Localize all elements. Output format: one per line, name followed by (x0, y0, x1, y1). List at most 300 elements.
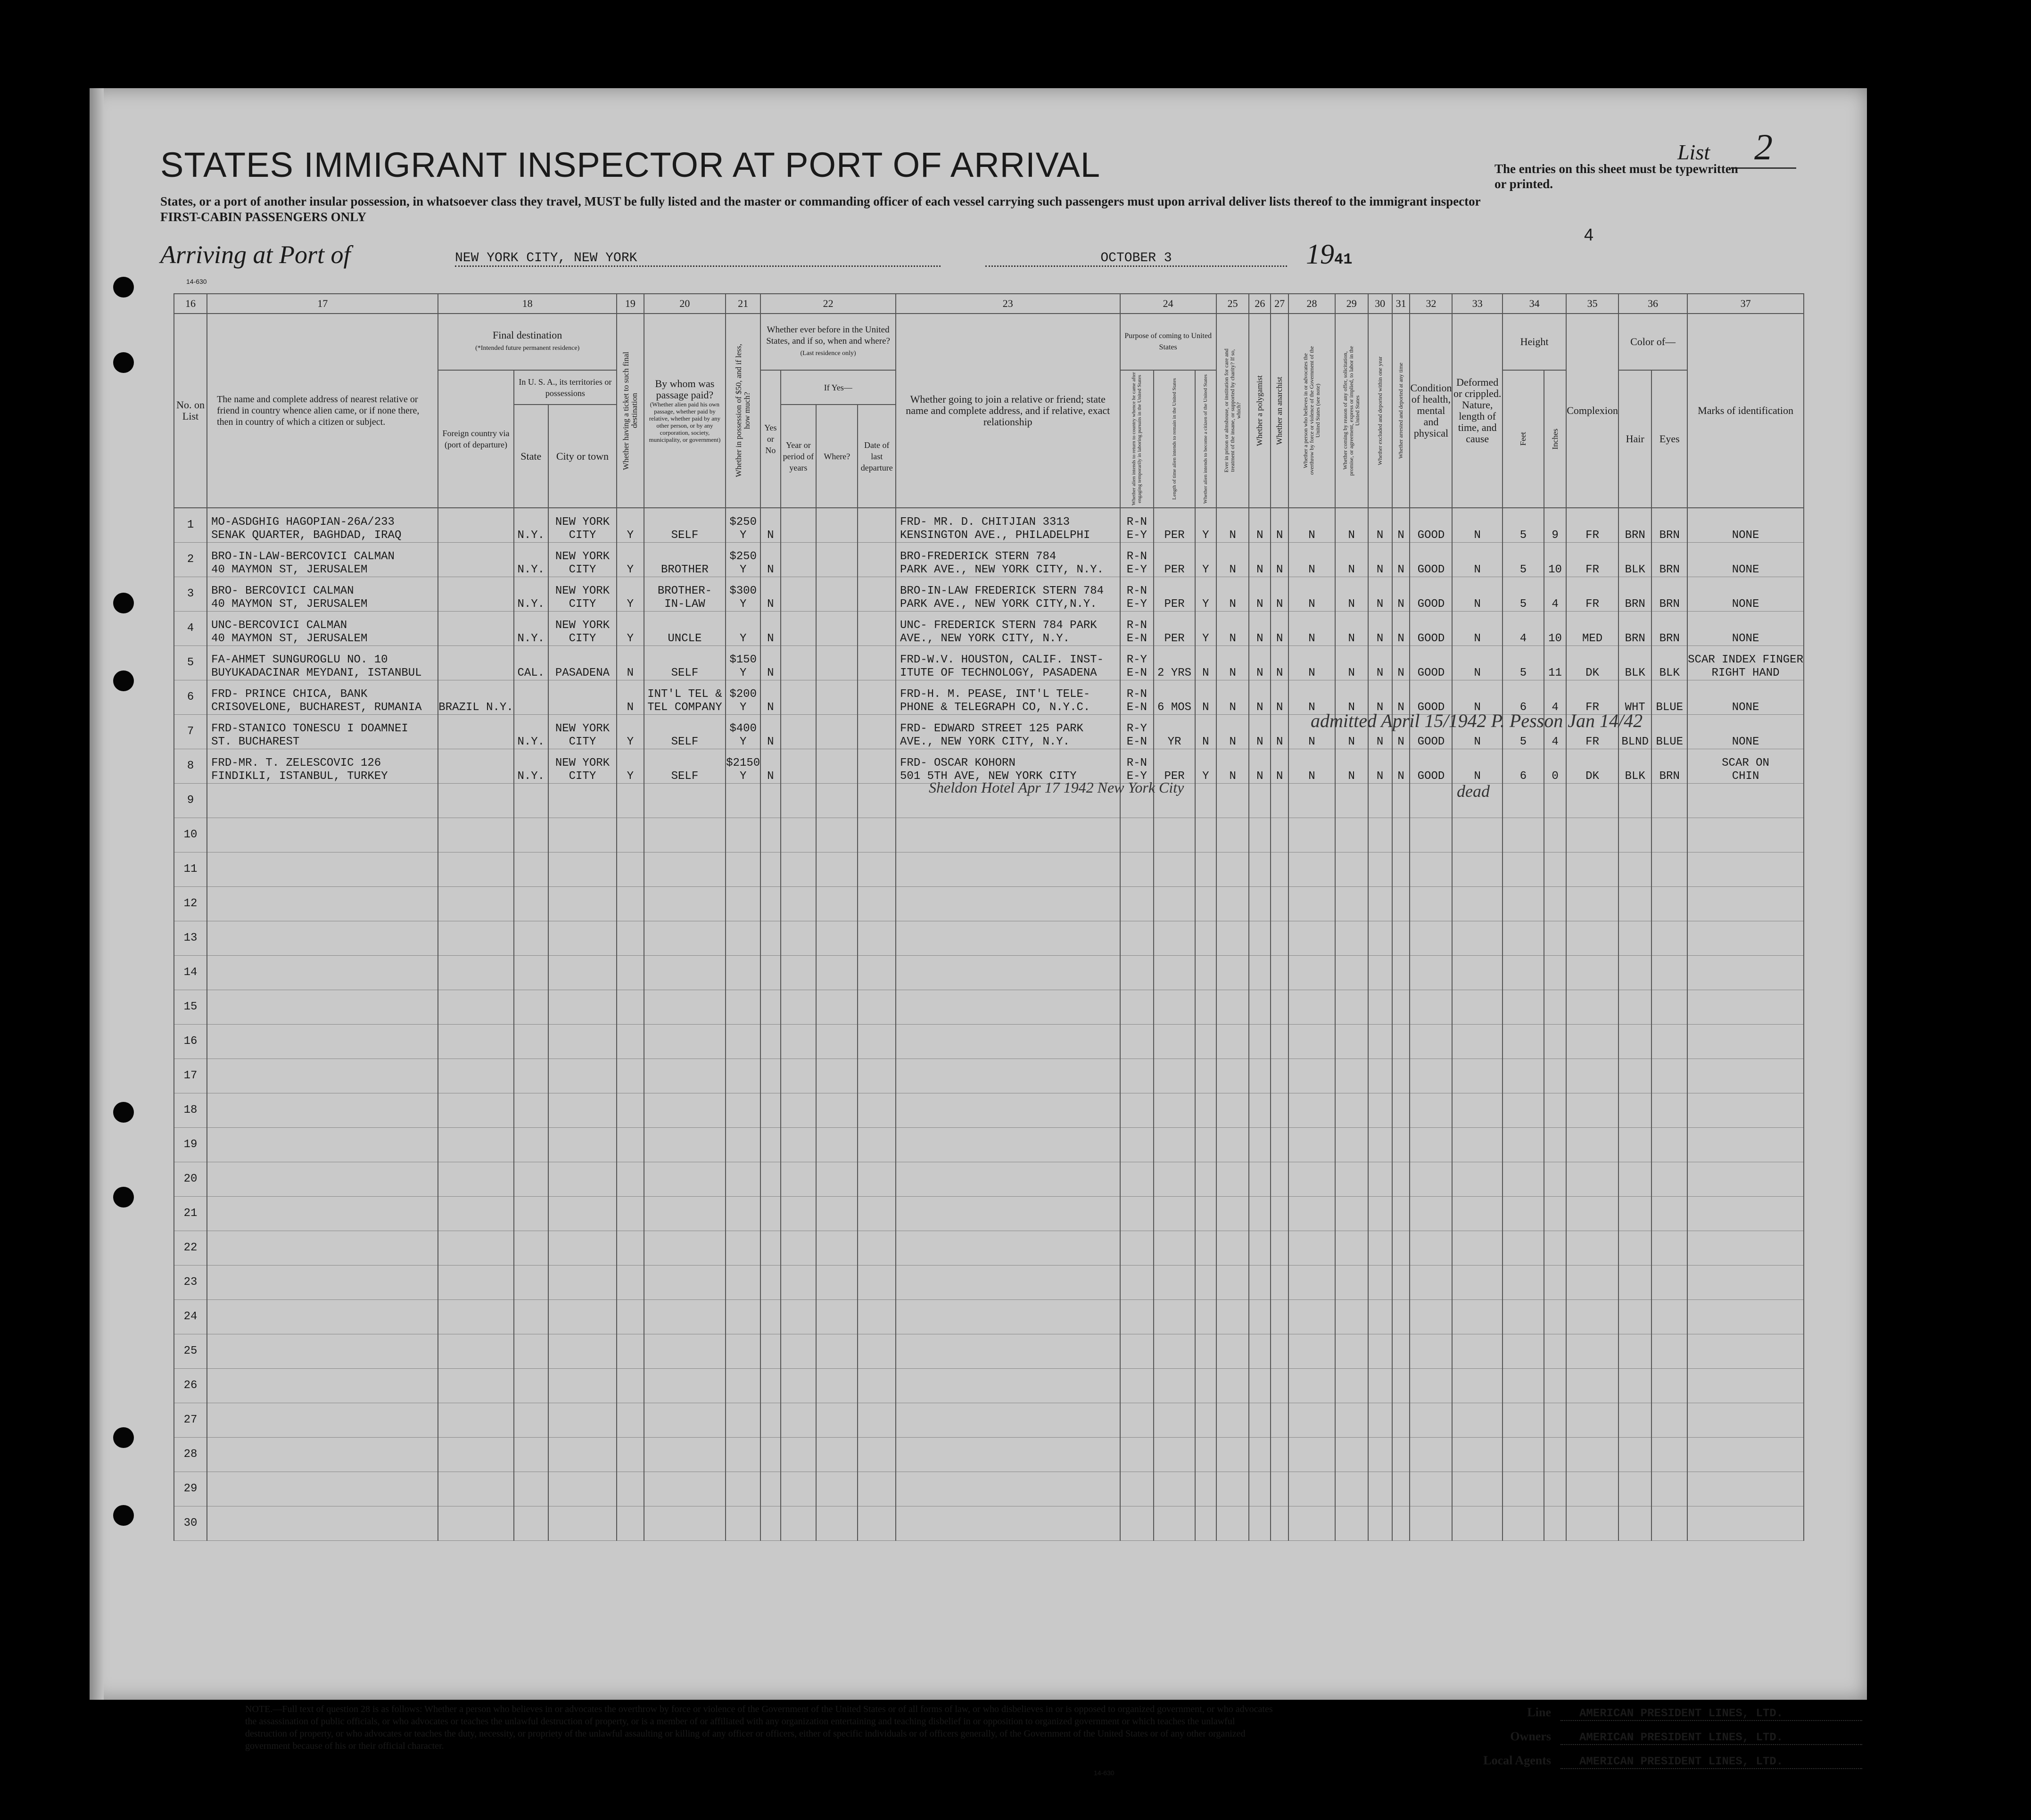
row-number: 26 (174, 1369, 207, 1403)
header-arrested (1392, 314, 1410, 508)
cell-line: SELF (671, 736, 699, 748)
complexion-cell (1566, 1266, 1618, 1300)
before-date-cell (858, 1231, 896, 1266)
anarchist-cell: N (1271, 680, 1288, 715)
relative-cell (207, 612, 438, 646)
foreign-country-cell (438, 1128, 513, 1162)
before-in-us-cell: N (760, 680, 780, 715)
cell-line: SCAR ON (1722, 757, 1769, 769)
header-final-destination (438, 314, 617, 370)
purpose-return-cell (1120, 646, 1154, 680)
inches-cell (1544, 784, 1566, 818)
before-year-cell (781, 1128, 817, 1162)
before-where-cell (816, 818, 858, 852)
relative-cell (207, 1266, 438, 1300)
polygamist-cell: N (1249, 680, 1271, 715)
complexion-cell (1566, 1197, 1618, 1231)
passage-paid-cell (644, 852, 726, 887)
purpose-citizen-cell (1195, 1403, 1216, 1438)
excluded-cell (1368, 1025, 1392, 1059)
purpose-length-cell (1154, 1334, 1195, 1369)
before-year-cell (781, 1197, 817, 1231)
before-year-cell (781, 784, 817, 818)
polygamist-cell (1249, 784, 1271, 818)
cell-line: $300 (729, 585, 757, 597)
col-number: 34 (1503, 294, 1566, 314)
header-if-yes: If Yes— (781, 370, 896, 405)
passage-paid-cell (644, 1231, 726, 1266)
arrested-cell: N (1392, 577, 1410, 612)
ticket-cell: Y (617, 508, 644, 543)
relative-cell (207, 1197, 438, 1231)
before-year-cell (781, 646, 817, 680)
year-suffix: 41 (1334, 251, 1353, 268)
purpose-length-cell (1154, 921, 1195, 956)
labor-offer-cell (1335, 1197, 1368, 1231)
health-cell (1410, 1128, 1452, 1162)
table-row (174, 1231, 1866, 1266)
state-cell: N.Y. (514, 577, 548, 612)
feet-cell (1503, 852, 1544, 887)
purpose-citizen-cell (1195, 990, 1216, 1025)
marks-cell (1687, 1059, 1804, 1093)
cell-line (644, 619, 725, 632)
relative-cell (207, 749, 438, 784)
cell-line: SELF (671, 667, 699, 679)
possession-label: Whether in possession of $50, and if less, how much? (734, 344, 752, 478)
hair-cell (1618, 1025, 1651, 1059)
cell-line: FRD-STANICO TONESCU I DOAMNEI (211, 722, 408, 735)
header-possession-50 (726, 314, 760, 508)
city-cell (548, 1403, 617, 1438)
ticket-cell (617, 1162, 644, 1197)
health-cell (1410, 1093, 1452, 1128)
labor-offer-cell (1335, 1300, 1368, 1334)
hair-cell: BRN (1618, 612, 1651, 646)
cell-line: E-N (1126, 632, 1147, 645)
purpose-length-cell (1154, 1472, 1195, 1506)
cell-line: Y (739, 736, 747, 748)
excluded-cell: N (1368, 715, 1392, 749)
table-row (174, 1059, 1866, 1093)
arrested-cell (1392, 1472, 1410, 1506)
cell-line: SELF (671, 770, 699, 783)
before-date-cell (858, 990, 896, 1025)
deformed-cell: N (1452, 543, 1502, 577)
inches-cell (1544, 1231, 1566, 1266)
feet-cell (1503, 1128, 1544, 1162)
before-year-cell (781, 1403, 817, 1438)
row-number: 9 (174, 784, 207, 818)
anarchist-cell: N (1271, 749, 1288, 784)
cell-line (1688, 585, 1803, 598)
state-cell (514, 1231, 548, 1266)
cell-line: FRD- MR. D. CHITJIAN 3313 (900, 516, 1070, 529)
header-marks: Marks of identification (1687, 314, 1804, 508)
cell-line: AVE., NEW YORK CITY, N.Y. (900, 632, 1070, 645)
feet-cell (1503, 1025, 1544, 1059)
labor-offer-cell (1335, 1472, 1368, 1506)
cell-line: R-N (1126, 585, 1147, 597)
labor-offer-cell (1335, 921, 1368, 956)
state-cell: N.Y. (514, 612, 548, 646)
foreign-country-cell (438, 1334, 513, 1369)
before-year-cell (781, 508, 817, 543)
purpose-return-cell (1120, 1438, 1154, 1472)
ticket-cell (617, 1231, 644, 1266)
polygamist-cell (1249, 818, 1271, 852)
relative-cell (207, 1438, 438, 1472)
before-date-cell (858, 715, 896, 749)
overthrow-cell (1288, 818, 1335, 852)
cell-line: BRO- BERCOVICI CALMAN (211, 585, 354, 597)
joining-cell (896, 749, 1120, 784)
purpose-length-cell (1154, 1025, 1195, 1059)
deformed-cell (1452, 1334, 1502, 1369)
before-date-cell (858, 1025, 896, 1059)
inches-cell (1544, 1506, 1566, 1541)
marks-cell (1687, 715, 1804, 749)
foreign-country-cell (438, 612, 513, 646)
relative-cell (207, 1025, 438, 1059)
foreign-country-cell (438, 1506, 513, 1541)
before-in-us-cell (760, 956, 780, 990)
purpose-return-cell (1120, 680, 1154, 715)
hair-cell: BLND (1618, 715, 1651, 749)
polygamist-cell (1249, 1506, 1271, 1541)
before-year-cell (781, 1506, 817, 1541)
prison-cell (1216, 956, 1249, 990)
cell-line: E-N (1126, 667, 1147, 679)
joining-cell (896, 1197, 1120, 1231)
prison-cell: N (1216, 577, 1249, 612)
row-number: 22 (174, 1231, 207, 1266)
arrested-cell (1392, 1128, 1410, 1162)
anarchist-cell (1271, 1128, 1288, 1162)
hair-cell (1618, 1438, 1651, 1472)
cell-line: CITY (569, 598, 596, 611)
polygamist-cell (1249, 1369, 1271, 1403)
feet-cell (1503, 1059, 1544, 1093)
arrested-cell: N (1392, 646, 1410, 680)
overthrow-cell: N (1288, 612, 1335, 646)
cell-line: SCAR INDEX FINGER (1688, 654, 1803, 666)
purpose-return-cell (1120, 1059, 1154, 1093)
purpose-return-cell (1120, 577, 1154, 612)
relative-cell (207, 990, 438, 1025)
cell-line: BROTHER- (657, 585, 712, 597)
polygamist-cell: N (1249, 577, 1271, 612)
col-number: 18 (438, 294, 617, 314)
marks-cell (1687, 1438, 1804, 1472)
purpose-return-cell (1120, 956, 1154, 990)
arrested-cell (1392, 921, 1410, 956)
marks-cell (1687, 1300, 1804, 1334)
money-cell (726, 1093, 760, 1128)
relative-cell (207, 784, 438, 818)
eyes-cell (1651, 1438, 1687, 1472)
table-row (174, 1369, 1866, 1403)
hair-cell (1618, 1334, 1651, 1369)
col-number: 37 (1687, 294, 1804, 314)
joining-cell (896, 887, 1120, 921)
arrested-cell (1392, 1025, 1410, 1059)
cell-line: NEW YORK (555, 550, 610, 563)
cell-line: CITY (569, 770, 596, 783)
purpose-return-cell (1120, 1128, 1154, 1162)
state-cell (514, 1128, 548, 1162)
cell-line: NONE (1732, 632, 1759, 645)
header-purpose-length (1154, 370, 1195, 508)
labor-offer-cell (1335, 1162, 1368, 1197)
eyes-cell (1651, 1369, 1687, 1403)
cell-line: CITY (569, 563, 596, 576)
cell-line: R-N (1126, 516, 1147, 529)
row-number: 27 (174, 1403, 207, 1438)
health-cell (1410, 1025, 1452, 1059)
before-in-us-cell: N (760, 646, 780, 680)
anarchist-cell: N (1271, 508, 1288, 543)
deformed-cell (1452, 1197, 1502, 1231)
complexion-cell: FR (1566, 543, 1618, 577)
arrested-cell: N (1392, 543, 1410, 577)
foreign-country-cell (438, 990, 513, 1025)
polygamist-cell (1249, 1266, 1271, 1300)
manifest-sheet (90, 88, 1867, 1777)
cell-line: NEW YORK (555, 516, 610, 529)
cell-line: Y (739, 770, 747, 783)
ticket-cell (617, 1093, 644, 1128)
cell-line (644, 722, 725, 736)
ticket-cell (617, 1403, 644, 1438)
purpose-citizen-cell (1195, 1093, 1216, 1128)
header-yes-no: Yes or No (760, 370, 780, 508)
table-row (174, 1266, 1866, 1300)
health-cell (1410, 1059, 1452, 1093)
purpose-citizen-cell (1195, 1369, 1216, 1403)
passage-paid-cell (644, 646, 726, 680)
row-number: 16 (174, 1025, 207, 1059)
prison-cell (1216, 784, 1249, 818)
foreign-country-cell (438, 1266, 513, 1300)
ticket-label: Whether having a ticket to such final destination (621, 351, 639, 470)
arrested-cell (1392, 887, 1410, 921)
marks-cell (1687, 646, 1804, 680)
line-value: AMERICAN PRESIDENT LINES, LTD. (1560, 1707, 1862, 1721)
anarchist-cell (1271, 1231, 1288, 1266)
header-where: Where? (816, 405, 858, 508)
handwritten-note: Sheldon Hotel Apr 17 1942 New York City (929, 779, 1184, 796)
health-cell: GOOD (1410, 715, 1452, 749)
purpose-length-cell (1154, 887, 1195, 921)
eyes-cell (1651, 818, 1687, 852)
eyes-cell (1651, 1472, 1687, 1506)
cell-line: NONE (1732, 598, 1759, 611)
cell-line: TEL COMPANY (647, 701, 722, 714)
row-number: 2 (174, 543, 207, 577)
header-joining: Whether going to join a relative or friend; state name and complete address, and if relative, exact relationship (896, 314, 1120, 508)
anarchist-cell (1271, 1369, 1288, 1403)
before-year-cell (781, 818, 817, 852)
joining-cell (896, 1025, 1120, 1059)
before-year-cell (781, 852, 817, 887)
table-row (174, 887, 1866, 921)
prison-cell (1216, 887, 1249, 921)
before-date-cell (858, 1197, 896, 1231)
anarchist-cell (1271, 1300, 1288, 1334)
cell-line: ITUTE OF TECHNOLOGY, PASADENA (900, 667, 1097, 679)
before-where-cell (816, 508, 858, 543)
health-cell: GOOD (1410, 577, 1452, 612)
header-prison (1216, 314, 1249, 508)
purpose-length-cell: PER (1154, 543, 1195, 577)
cell-line: PASADENA (555, 667, 610, 679)
prison-cell: N (1216, 543, 1249, 577)
header-state: State (514, 405, 548, 508)
before-where-cell (816, 1025, 858, 1059)
excluded-cell (1368, 1162, 1392, 1197)
purpose-length-cell (1154, 852, 1195, 887)
feet-cell (1503, 956, 1544, 990)
header-deformed: Deformed or crippled. Nature, length of time, and cause (1452, 314, 1502, 508)
foreign-country-cell (438, 1472, 513, 1506)
purpose-length-cell (1154, 1162, 1195, 1197)
table-row (174, 543, 1866, 577)
state-cell (514, 1059, 548, 1093)
purpose-return-cell (1120, 1472, 1154, 1506)
anarchist-cell (1271, 1162, 1288, 1197)
before-in-us-cell (760, 921, 780, 956)
purpose-citizen-cell: N (1195, 646, 1216, 680)
complexion-cell: FR (1566, 508, 1618, 543)
before-date-cell (858, 1162, 896, 1197)
feet-cell: 5 (1503, 715, 1544, 749)
inches-cell: 4 (1544, 680, 1566, 715)
before-date-cell (858, 784, 896, 818)
before-date-cell (858, 1093, 896, 1128)
overthrow-cell (1288, 1472, 1335, 1506)
state-cell (514, 1093, 548, 1128)
col-number: 30 (1368, 294, 1392, 314)
excluded-cell: N (1368, 612, 1392, 646)
punch-hole (113, 352, 134, 373)
anarchist-cell (1271, 956, 1288, 990)
anarchist-cell (1271, 1093, 1288, 1128)
cell-line: E-Y (1126, 598, 1147, 611)
row-number: 5 (174, 646, 207, 680)
relative-cell (207, 1059, 438, 1093)
health-cell: GOOD (1410, 646, 1452, 680)
state-cell (514, 1472, 548, 1506)
row-number: 30 (174, 1506, 207, 1541)
cell-line: 501 5TH AVE, NEW YORK CITY (900, 770, 1077, 783)
deformed-cell (1452, 852, 1502, 887)
overthrow-cell: N (1288, 715, 1335, 749)
deformed-cell: N (1452, 715, 1502, 749)
foreign-country-cell: BRAZIL N.Y. (438, 680, 513, 715)
purpose-length-cell (1154, 1128, 1195, 1162)
anarchist-cell (1271, 784, 1288, 818)
deformed-cell: N (1452, 680, 1502, 715)
header-date-departure: Date of last departure (858, 405, 896, 508)
purpose-return-cell (1120, 1093, 1154, 1128)
relative-cell (207, 1162, 438, 1197)
passage-paid-cell (644, 1438, 726, 1472)
arrested-cell (1392, 1369, 1410, 1403)
before-date-cell (858, 1438, 896, 1472)
year-prefix: 19 (1306, 239, 1334, 270)
col-number: 35 (1566, 294, 1618, 314)
city-cell (548, 1093, 617, 1128)
cell-line: CHIN (1732, 770, 1759, 783)
table-row (174, 1197, 1866, 1231)
cell-line: UNC- FREDERICK STERN 784 PARK (900, 619, 1097, 632)
relative-cell (207, 1334, 438, 1369)
row-number: 1 (174, 508, 207, 543)
col-number: 27 (1271, 294, 1288, 314)
cell-line (1688, 516, 1803, 529)
arrested-cell (1392, 1059, 1410, 1093)
before-year-cell (781, 1059, 817, 1093)
state-cell (514, 1334, 548, 1369)
owners-row (1447, 1729, 1862, 1745)
table-row (174, 990, 1866, 1025)
state-cell: N.Y. (514, 508, 548, 543)
inches-cell (1544, 1266, 1566, 1300)
money-cell (726, 1438, 760, 1472)
relative-cell (207, 921, 438, 956)
inches-cell (1544, 1093, 1566, 1128)
passage-paid-cell (644, 1300, 726, 1334)
prison-cell (1216, 1438, 1249, 1472)
hair-cell (1618, 784, 1651, 818)
health-cell (1410, 921, 1452, 956)
money-cell (726, 1472, 760, 1506)
agents-value: AMERICAN PRESIDENT LINES, LTD. (1560, 1755, 1862, 1769)
anarchist-cell (1271, 818, 1288, 852)
before-year-cell (781, 1093, 817, 1128)
cell-line: FRD-W.V. HOUSTON, CALIF. INST- (900, 654, 1104, 666)
feet-cell (1503, 1369, 1544, 1403)
arrested-cell: N (1392, 612, 1410, 646)
joining-cell (896, 990, 1120, 1025)
col-number: 22 (760, 294, 896, 314)
punch-hole (113, 1427, 134, 1448)
money-cell (726, 508, 760, 543)
relative-cell (207, 1231, 438, 1266)
overthrow-cell (1288, 1128, 1335, 1162)
complexion-cell: FR (1566, 680, 1618, 715)
labor-offer-cell (1335, 1369, 1368, 1403)
labor-offer-cell (1335, 784, 1368, 818)
deformed-cell (1452, 1059, 1502, 1093)
before-in-us-cell (760, 1403, 780, 1438)
before-date-cell (858, 646, 896, 680)
anarchist-cell (1271, 887, 1288, 921)
before-date-cell (858, 921, 896, 956)
inches-cell (1544, 1403, 1566, 1438)
purpose-length-cell (1154, 956, 1195, 990)
cell-line: BUYUKADACINAR MEYDANI, ISTANBUL (211, 667, 422, 679)
table-row (174, 1300, 1866, 1334)
passage-paid-cell (644, 1197, 726, 1231)
deformed-cell: N (1452, 612, 1502, 646)
purpose-citizen-cell: Y (1195, 508, 1216, 543)
table-row (174, 921, 1866, 956)
complexion-cell (1566, 956, 1618, 990)
excluded-label: Whether excluded and deported within one year (1376, 356, 1383, 465)
row-number: 19 (174, 1128, 207, 1162)
